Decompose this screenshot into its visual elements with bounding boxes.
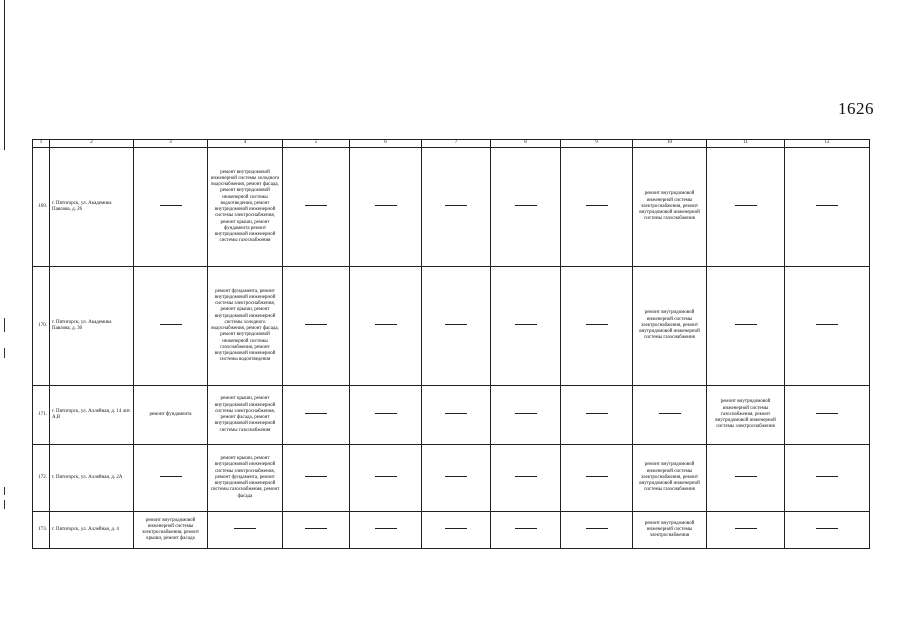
- dash-mark: [375, 413, 397, 414]
- empty-dash-cell: [707, 512, 785, 549]
- empty-dash-cell: [785, 148, 870, 267]
- column-header: 4: [208, 140, 283, 148]
- dash-mark: [375, 528, 397, 529]
- empty-dash-cell: [350, 512, 422, 549]
- dash-mark: [445, 476, 467, 477]
- dash-mark: [305, 205, 327, 206]
- dash-mark: [305, 528, 327, 529]
- empty-dash-cell: [491, 512, 561, 549]
- empty-dash-cell: [707, 148, 785, 267]
- dash-mark: [586, 324, 608, 325]
- column-header: 2: [50, 140, 134, 148]
- dash-mark: [515, 476, 537, 477]
- empty-dash-cell: [707, 445, 785, 512]
- empty-dash-cell: [134, 445, 208, 512]
- empty-dash-cell: [785, 512, 870, 549]
- column-header: 7: [422, 140, 491, 148]
- binding-mark: [4, 487, 5, 495]
- empty-dash-cell: [208, 512, 283, 549]
- dash-mark: [515, 205, 537, 206]
- empty-dash-cell: [561, 386, 633, 445]
- repair-schedule-table: [32, 139, 870, 549]
- column-header: 3: [134, 140, 208, 148]
- works-cell: ремонт внутридомовой инженерной системы холодного водоснабжения, ремонт фасада, ремонт внутридомовой инженерной системы водоотведения, ремонт внутридомовой инженерной системы электроснабжения, ремонт крыши, ремонт фундамента ремонт внутридомовой инженерной системы газоснабжения: [208, 148, 283, 267]
- dash-mark: [735, 528, 757, 529]
- dash-mark: [816, 528, 838, 529]
- table-row: [33, 512, 870, 549]
- empty-dash-cell: [785, 445, 870, 512]
- empty-dash-cell: [283, 512, 350, 549]
- binding-mark: [4, 318, 5, 332]
- address-cell: г. Пятигорск, ул. Аллейная, д. 14 лит. А,В: [50, 386, 134, 445]
- empty-dash-cell: [422, 512, 491, 549]
- works-cell: ремонт крыши, ремонт внутридомовой инженерной системы электроснабжения, ремонт фундамента, ремонт внутридомовой инженерной системы газоснабжения, ремонт фасада: [208, 445, 283, 512]
- empty-dash-cell: [350, 267, 422, 386]
- dash-mark: [445, 205, 467, 206]
- binding-mark: [4, 500, 5, 509]
- table-row: [33, 148, 870, 267]
- dash-mark: [515, 528, 537, 529]
- works-cell: ремонт крыши, ремонт внутридомовой инженерной системы электроснабжения, ремонт фасада, ремонт внутридомовой инженерной системы газоснабжения: [208, 386, 283, 445]
- dash-mark: [586, 528, 608, 529]
- dash-mark: [816, 413, 838, 414]
- empty-dash-cell: [491, 267, 561, 386]
- empty-dash-cell: [283, 148, 350, 267]
- empty-dash-cell: [561, 148, 633, 267]
- address-cell: г. Пятигорск, ул. Аллейная, д. 2А: [50, 445, 134, 512]
- empty-dash-cell: [283, 267, 350, 386]
- works-cell: ремонт фундамента: [134, 386, 208, 445]
- dash-mark: [816, 324, 838, 325]
- works-cell: ремонт внутридомовой инженерной системы электроснабжения, ремонт внутридомовой инженерной системы газоснабжения: [633, 267, 707, 386]
- empty-dash-cell: [134, 148, 208, 267]
- column-header: 10: [633, 140, 707, 148]
- empty-dash-cell: [491, 386, 561, 445]
- empty-dash-cell: [491, 445, 561, 512]
- dash-mark: [375, 324, 397, 325]
- dash-mark: [375, 476, 397, 477]
- table-row: [33, 267, 870, 386]
- row-number: 173.: [33, 512, 50, 549]
- empty-dash-cell: [785, 386, 870, 445]
- empty-dash-cell: [422, 445, 491, 512]
- dash-mark: [445, 528, 467, 529]
- row-number: 171.: [33, 386, 50, 445]
- empty-dash-cell: [422, 386, 491, 445]
- column-header: 11: [707, 140, 785, 148]
- row-number: 170.: [33, 267, 50, 386]
- empty-dash-cell: [134, 267, 208, 386]
- dash-mark: [515, 324, 537, 325]
- dash-mark: [735, 324, 757, 325]
- empty-dash-cell: [422, 267, 491, 386]
- row-number: 172.: [33, 445, 50, 512]
- empty-dash-cell: [350, 386, 422, 445]
- table-row: [33, 445, 870, 512]
- works-cell: ремонт внутридомовой инженерной системы электроснабжения, ремонт внутридомовой инженерной системы газоснабжения: [633, 445, 707, 512]
- row-number: 169.: [33, 148, 50, 267]
- dash-mark: [160, 476, 182, 477]
- binding-edge-line: [4, 0, 5, 150]
- empty-dash-cell: [633, 386, 707, 445]
- address-cell: г. Пятигорск, ул. Аллейная, д. 4: [50, 512, 134, 549]
- dash-mark: [586, 476, 608, 477]
- column-header: 9: [561, 140, 633, 148]
- dash-mark: [445, 413, 467, 414]
- column-number-row: [33, 140, 870, 148]
- page-number: 1626: [838, 99, 874, 118]
- empty-dash-cell: [422, 148, 491, 267]
- dash-mark: [659, 413, 681, 414]
- works-cell: ремонт фундамента, ремонт внутридомовой инженерной системы электроснабжения, ремонт крыши, ремонт внутридомовой инженерной системы холодного водоснабжения, ремонт фасада, ремонт внутридомовой инженерной системы газоснабжения, ремонт внутридомовой инженерной системы водоотведения: [208, 267, 283, 386]
- dash-mark: [515, 413, 537, 414]
- dash-mark: [735, 205, 757, 206]
- empty-dash-cell: [561, 512, 633, 549]
- empty-dash-cell: [283, 386, 350, 445]
- empty-dash-cell: [561, 445, 633, 512]
- dash-mark: [160, 205, 182, 206]
- column-header: 1: [33, 140, 50, 148]
- column-header: 8: [491, 140, 561, 148]
- works-cell: ремонт внутридомовой инженерной системы электроснабжения, ремонт внутридомовой инженерной системы газоснабжения: [633, 148, 707, 267]
- works-cell: ремонт внутридомовой инженерной системы электроснабжения: [633, 512, 707, 549]
- works-cell: ремонт внутридомовой инженерной системы газоснабжения, ремонт внутридомовой инженерной системы электроснабжения: [707, 386, 785, 445]
- empty-dash-cell: [785, 267, 870, 386]
- empty-dash-cell: [561, 267, 633, 386]
- works-cell: ремонт внутридомовой инженерной системы электроснабжения, ремонт крыши, ремонт фасада: [134, 512, 208, 549]
- dash-mark: [586, 413, 608, 414]
- dash-mark: [160, 324, 182, 325]
- empty-dash-cell: [283, 445, 350, 512]
- column-header: 12: [785, 140, 870, 148]
- dash-mark: [305, 413, 327, 414]
- column-header: 5: [283, 140, 350, 148]
- empty-dash-cell: [350, 445, 422, 512]
- dash-mark: [816, 476, 838, 477]
- binding-mark: [4, 348, 5, 358]
- dash-mark: [445, 324, 467, 325]
- empty-dash-cell: [491, 148, 561, 267]
- dash-mark: [305, 476, 327, 477]
- table-row: [33, 386, 870, 445]
- address-cell: г. Пятигорск, ул. Академика Павлова, д. 30: [50, 267, 134, 386]
- address-cell: г. Пятигорск, ул. Академика Павлова, д. 26: [50, 148, 134, 267]
- column-header: 6: [350, 140, 422, 148]
- dash-mark: [234, 528, 256, 529]
- dash-mark: [375, 205, 397, 206]
- dash-mark: [305, 324, 327, 325]
- empty-dash-cell: [350, 148, 422, 267]
- dash-mark: [735, 476, 757, 477]
- dash-mark: [586, 205, 608, 206]
- dash-mark: [816, 205, 838, 206]
- empty-dash-cell: [707, 267, 785, 386]
